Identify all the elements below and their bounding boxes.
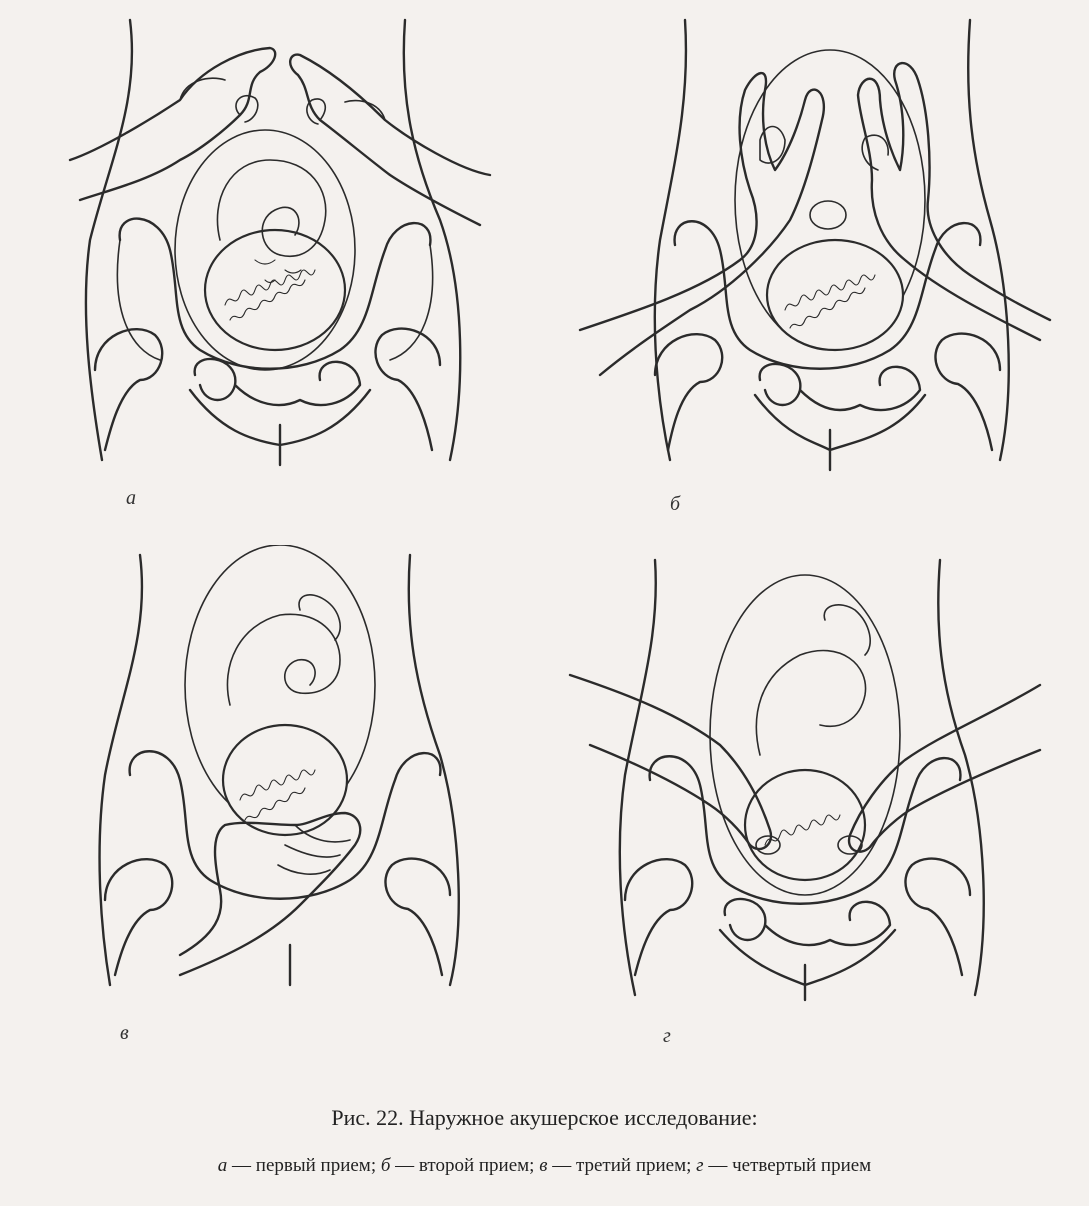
- panel-g-illustration: [560, 545, 1080, 1085]
- legend-letter-a: а: [217, 1155, 228, 1176]
- legend-letter-b: б: [380, 1155, 391, 1176]
- panel-v-drawing: [40, 545, 560, 1085]
- legend-text-b: — второй прием;: [390, 1155, 540, 1176]
- figure-caption: Рис. 22. Наружное акушерское исследование:: [331, 1105, 758, 1130]
- legend-letter-v: в: [539, 1155, 548, 1176]
- panel-b-label: б: [670, 493, 681, 515]
- panel-b-drawing: [560, 10, 1080, 550]
- panel-g-label: г: [663, 1025, 671, 1047]
- panel-b-illustration: [560, 10, 1080, 550]
- panel-v-label: в: [120, 1022, 129, 1044]
- figure-legend: [0, 1155, 1089, 1177]
- panel-a-label: а: [126, 487, 136, 509]
- legend-text-g: — четвертый прием: [703, 1155, 872, 1176]
- panel-a-drawing: [40, 10, 560, 550]
- legend-letter-g: г: [696, 1155, 704, 1176]
- legend-text-v: — третий прием;: [547, 1155, 697, 1176]
- panel-a-illustration: [40, 10, 560, 550]
- panel-g-drawing: [560, 545, 1080, 1085]
- panel-v-illustration: [40, 545, 560, 1085]
- legend-text-a: — первый прием;: [227, 1155, 381, 1176]
